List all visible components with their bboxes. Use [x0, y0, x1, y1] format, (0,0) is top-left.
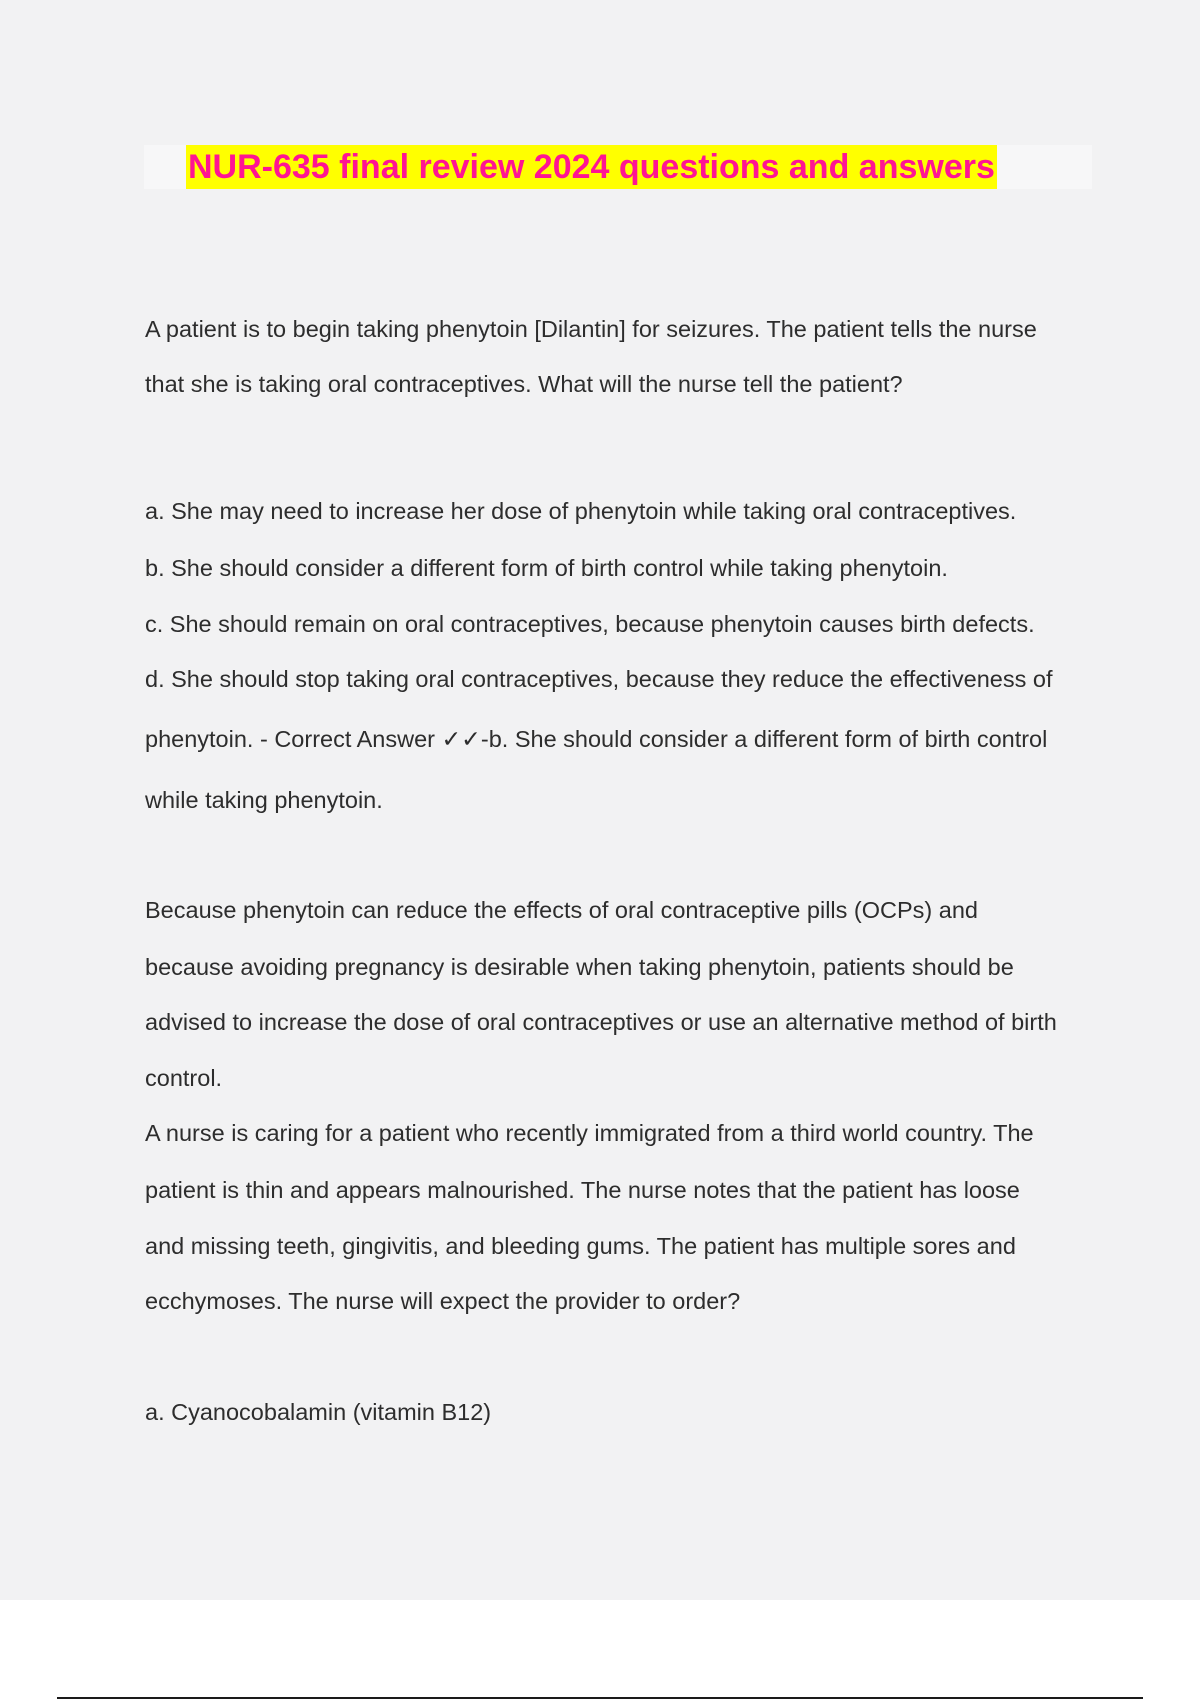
question1-option-c: c. She should remain on oral contraceptives, because phenytoin causes birth defects.	[145, 611, 1035, 637]
question1-rationale-line1: Because phenytoin can reduce the effects of oral contraceptive pills (OCPs) and	[145, 897, 978, 923]
question1-option-a: a. She may need to increase her dose of phenytoin while taking oral contraceptives.	[145, 498, 1017, 524]
footer-divider	[57, 1697, 1143, 1699]
question1-option-b: b. She should consider a different form of birth control while taking phenytoin.	[145, 555, 948, 581]
question1-rationale-line2: because avoiding pregnancy is desirable when taking phenytoin, patients should be	[145, 954, 1014, 980]
question1-stem-line2: that she is taking oral contraceptives. What will the nurse tell the patient?	[145, 371, 903, 397]
question2-option-a: a. Cyanocobalamin (vitamin B12)	[145, 1399, 492, 1425]
question2-stem-line4: ecchymoses. The nurse will expect the provider to order?	[145, 1288, 741, 1314]
question1-correct-answer: phenytoin. - Correct Answer ✓✓-b. She should consider a different form of birth control	[145, 726, 1048, 752]
question1-rationale-line3: advised to increase the dose of oral contraceptives or use an alternative method of birth	[145, 1009, 1057, 1035]
question1-option-d-line1: d. She should stop taking oral contraceptives, because they reduce the effectiveness of	[145, 666, 1053, 692]
document-title: NUR-635 final review 2024 questions and answers	[186, 145, 997, 189]
question2-stem-line2: patient is thin and appears malnourished. The nurse notes that the patient has loose	[145, 1177, 1020, 1203]
question1-answer-line3: while taking phenytoin.	[145, 787, 383, 813]
question1-stem-line1: A patient is to begin taking phenytoin [Dilantin] for seizures. The patient tells the nurse	[145, 316, 1037, 342]
question2-stem-line3: and missing teeth, gingivitis, and bleeding gums. The patient has multiple sores and	[145, 1233, 1016, 1259]
question1-rationale-line4: control.	[145, 1065, 223, 1091]
question2-stem-line1: A nurse is caring for a patient who recently immigrated from a third world country. The	[145, 1120, 1034, 1146]
